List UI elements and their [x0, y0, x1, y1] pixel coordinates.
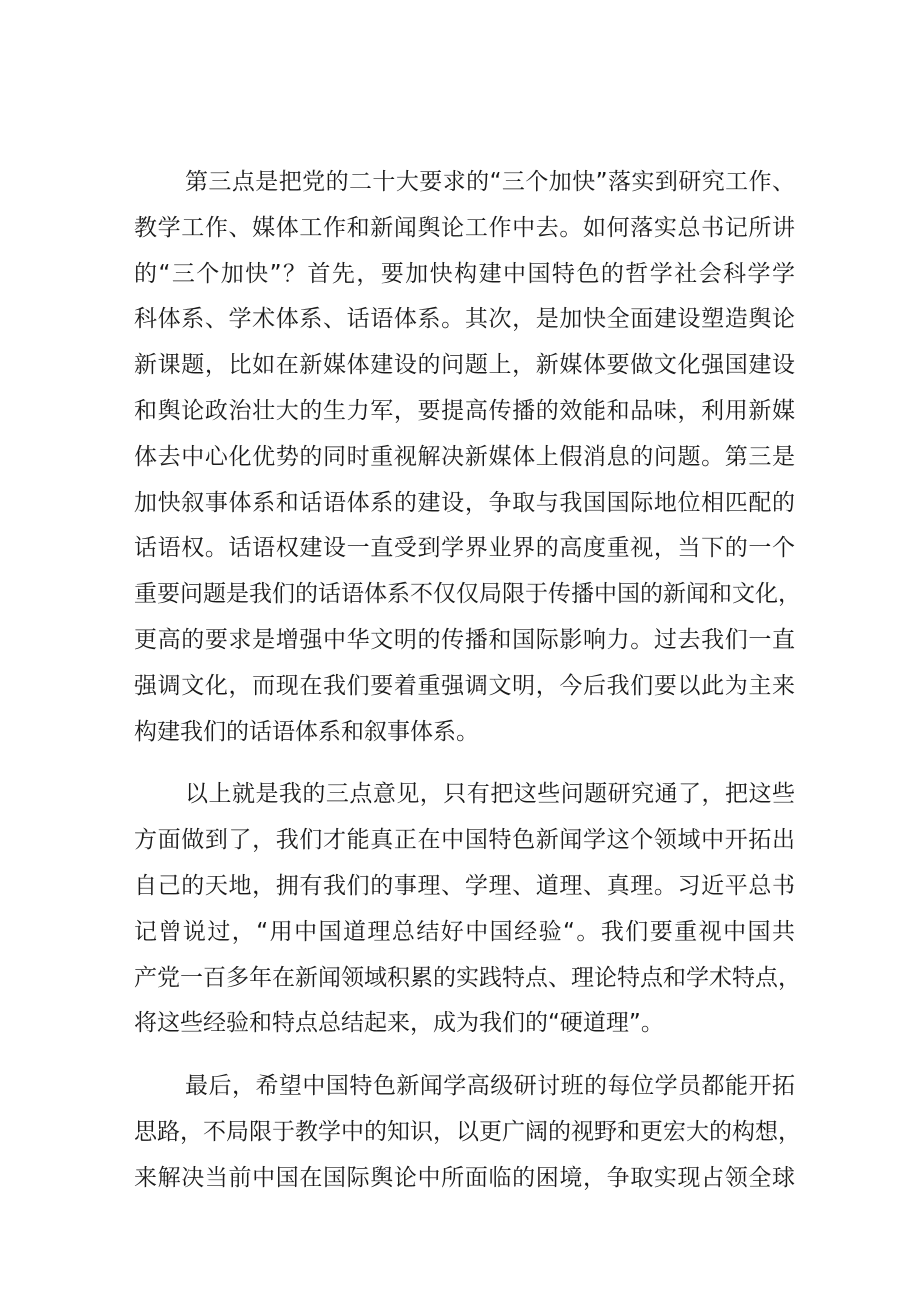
- paragraph-line: 来解决当前中国在国际舆论中所面临的困境，争取实现占领全球: [134, 1164, 795, 1191]
- paragraph-line: 记曾说过，“用中国道理总结好中国经验“。我们要重视中国共: [134, 918, 795, 945]
- paragraph-three-opinions: [134, 772, 801, 1047]
- paragraph-line: 体去中心化优势的同时重视解决新媒体上假消息的问题。第三是: [134, 443, 795, 470]
- paragraph-line: 构建我们的话语体系和叙事体系。: [134, 718, 479, 745]
- paragraph-line: 第三点是把党的二十大要求的“三个加快”落实到研究工作、: [185, 169, 795, 195]
- paragraph-three-accelerations: [134, 160, 801, 755]
- paragraph-line: 以上就是我的三点意见，只有把这些问题研究通了，把这些: [185, 781, 795, 808]
- paragraph-line: 最后，希望中国特色新闻学高级研讨班的每位学员都能开拓: [185, 1073, 795, 1100]
- paragraph-line: 科体系、学术体系、话语体系。其次，是加快全面建设塑造舆论: [134, 306, 795, 333]
- paragraph-line: 思路，不局限于教学中的知识，以更广阔的视野和更宏大的构想，: [134, 1118, 801, 1145]
- paragraph-line: 更高的要求是增强中华文明的传播和国际影响力。过去我们一直: [134, 626, 795, 653]
- paragraph-closing-hope: [134, 1064, 801, 1201]
- document-body: [134, 160, 801, 1202]
- paragraph-line: 教学工作、媒体工作和新闻舆论工作中去。如何落实总书记所讲: [134, 214, 795, 241]
- paragraph-line: 加快叙事体系和话语体系的建设，争取与我国国际地位相匹配的: [134, 489, 795, 516]
- paragraph-line: 和舆论政治壮大的生力军，要提高传播的效能和品味，利用新媒: [134, 397, 795, 424]
- paragraph-gap: [134, 1047, 795, 1064]
- paragraph-gap: [134, 755, 795, 772]
- paragraph-line: 将这些经验和特点总结起来，成为我们的“硬道理”。: [134, 1010, 664, 1037]
- paragraph-line: 重要问题是我们的话语体系不仅仅局限于传播中国的新闻和文化，: [134, 581, 801, 608]
- paragraph-line: 强调文化，而现在我们要着重强调文明，今后我们要以此为主来: [134, 672, 795, 699]
- paragraph-line: 产党一百多年在新闻领域积累的实践特点、理论特点和学术特点，: [134, 964, 801, 991]
- paragraph-line: 新课题，比如在新媒体建设的问题上，新媒体要做文化强国建设: [134, 352, 795, 379]
- paragraph-line: 话语权。话语权建设一直受到学界业界的高度重视，当下的一个: [134, 535, 795, 562]
- paragraph-line: 方面做到了，我们才能真正在中国特色新闻学这个领域中开拓出: [134, 827, 795, 854]
- paragraph-line: 自己的天地，拥有我们的事理、学理、道理、真理。习近平总书: [134, 872, 795, 899]
- paragraph-line: 的“三个加快”？首先，要加快构建中国特色的哲学社会科学学: [134, 260, 795, 287]
